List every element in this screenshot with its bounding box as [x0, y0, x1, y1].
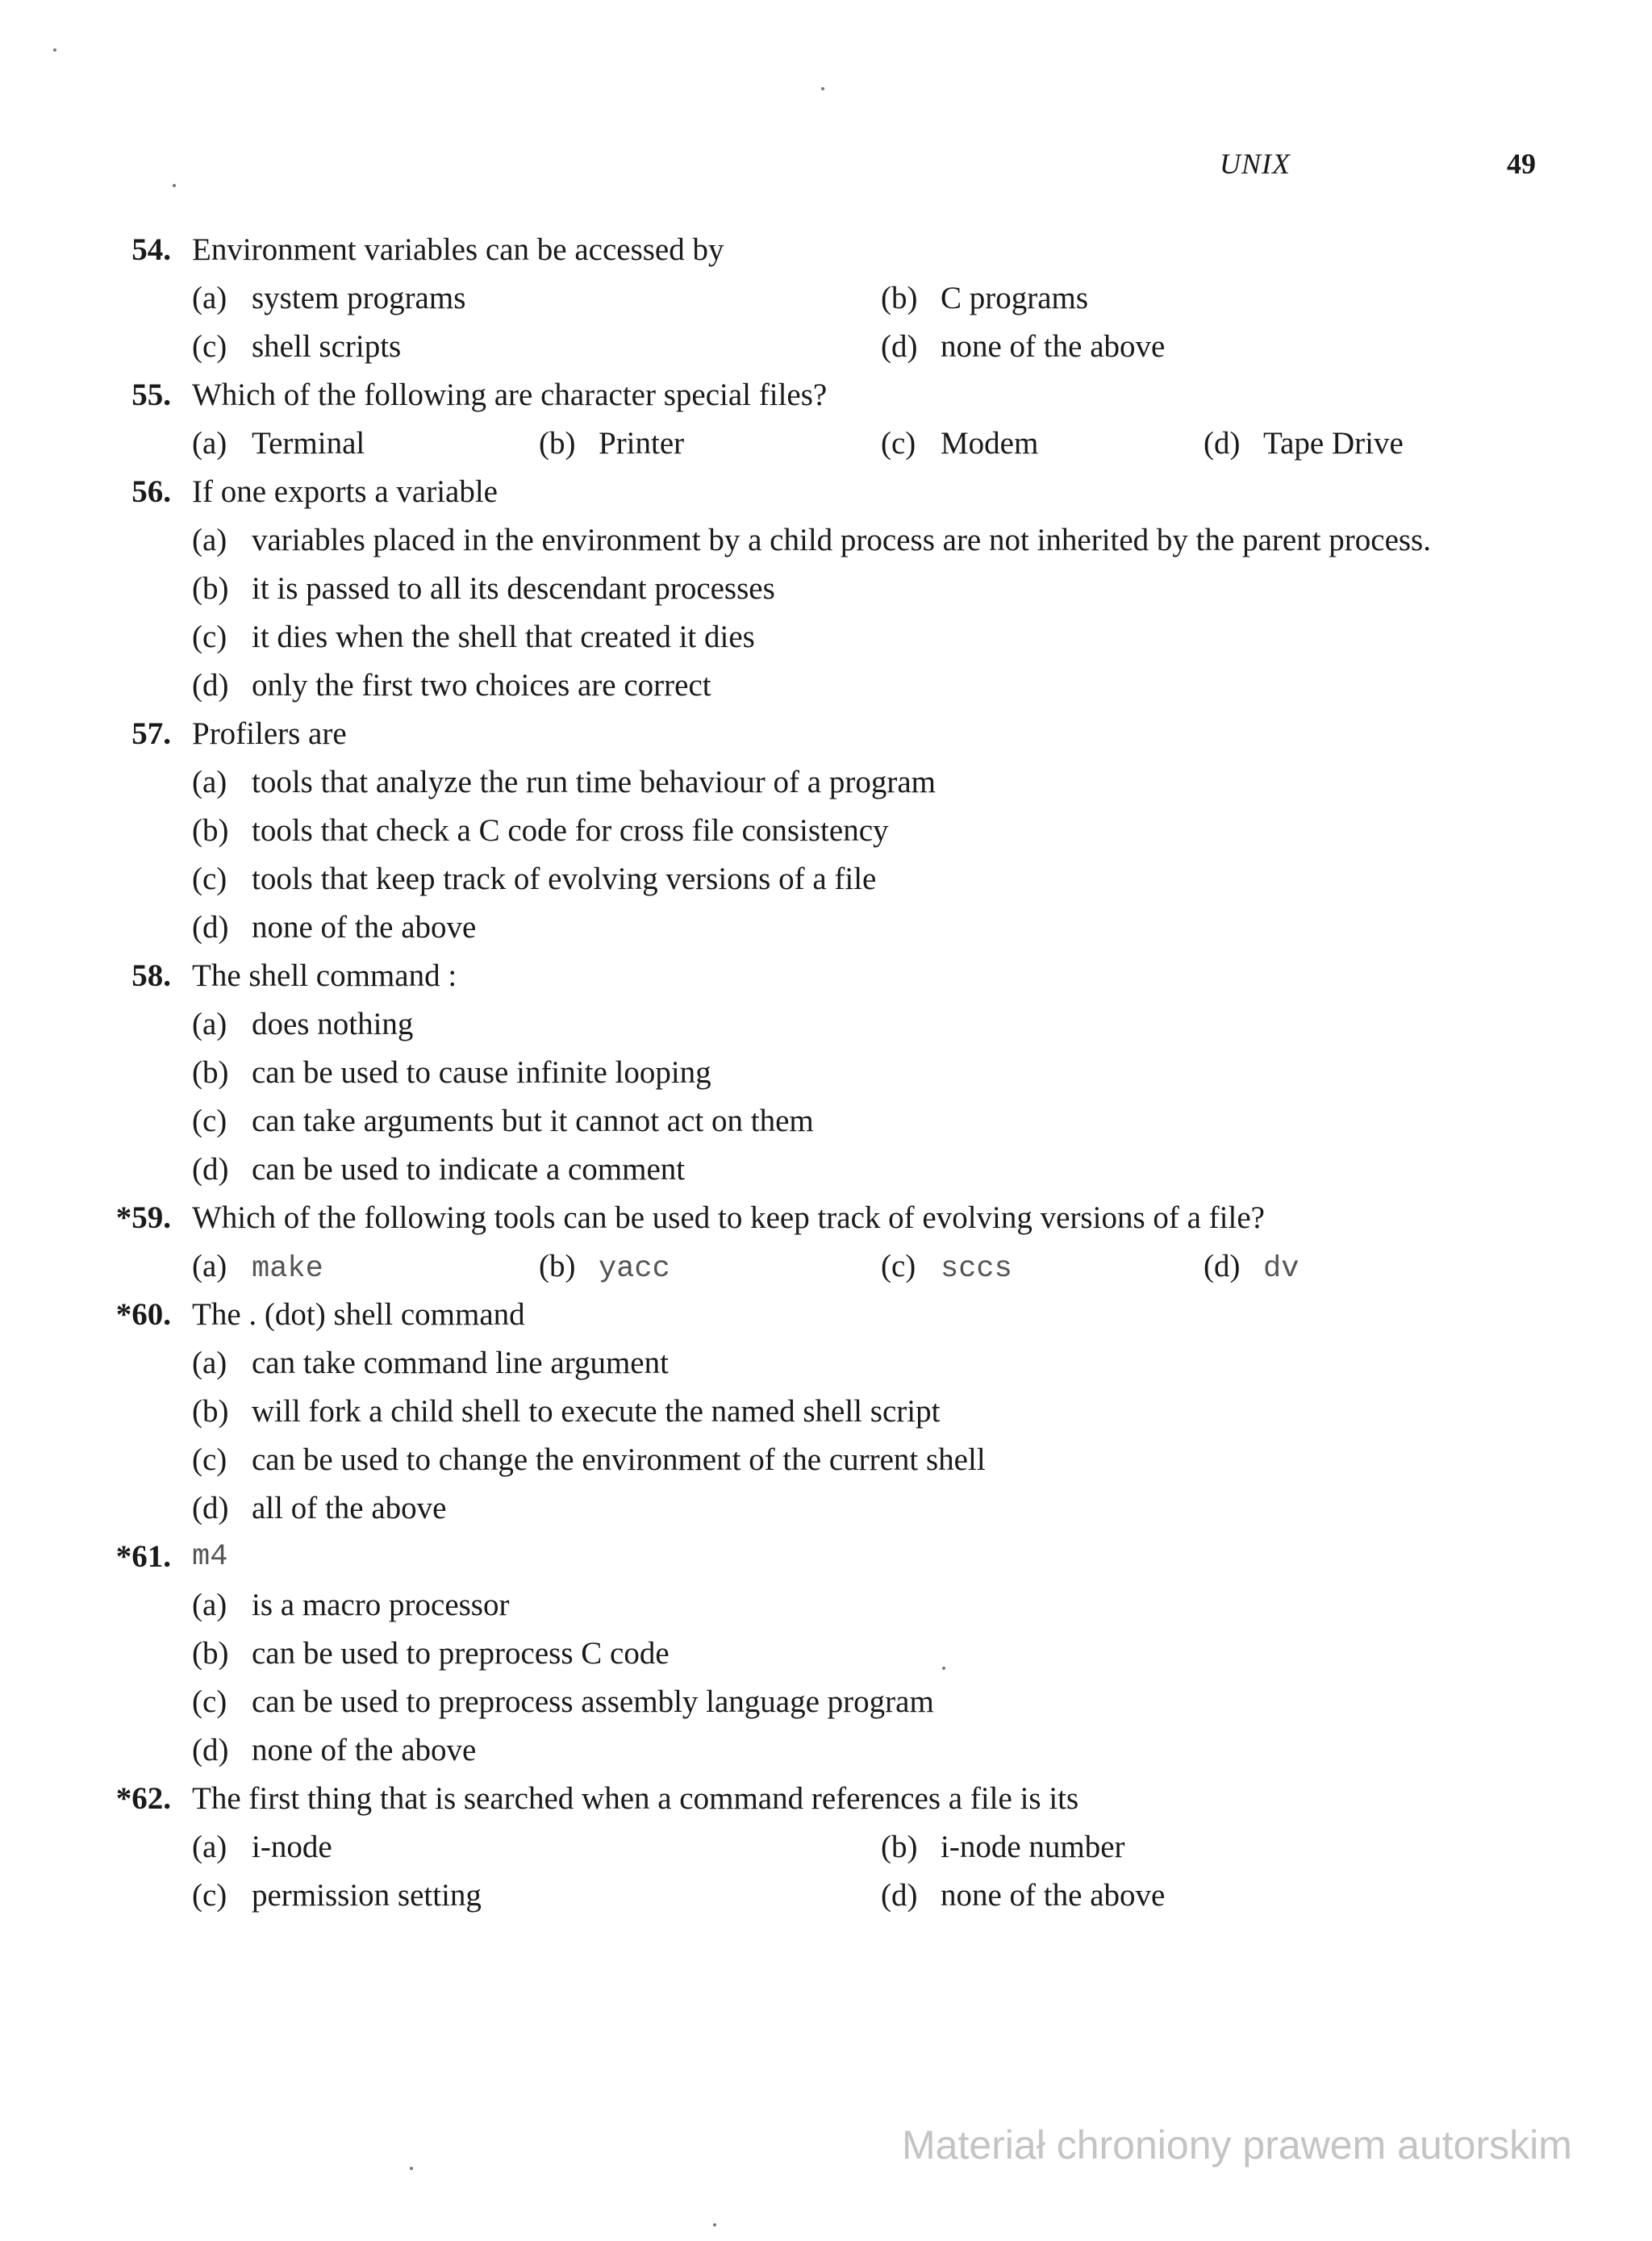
option-a: [0, 516, 1652, 565]
option-label: (d): [1204, 426, 1241, 461]
option-text: will fork a child shell to execute the named shell script: [252, 1394, 941, 1429]
option-label: (d): [192, 910, 229, 945]
option-label: (c): [881, 1249, 916, 1283]
option-d: [1204, 1242, 1299, 1293]
option-b: [881, 1823, 1125, 1872]
option-c: [0, 1678, 1652, 1726]
option-b: [881, 274, 1088, 323]
question-62: [0, 1775, 1652, 1920]
option-text: can be used to indicate a comment: [252, 1152, 686, 1187]
option-d: [0, 903, 1652, 952]
option-a: [0, 758, 1652, 807]
option-d: [881, 1872, 1165, 1920]
question-text: Profilers are: [192, 716, 347, 751]
option-d: [0, 1484, 1652, 1533]
option-label: (a): [192, 1830, 227, 1864]
option-label: (b): [192, 1636, 229, 1671]
option-text: all of the above: [252, 1491, 447, 1525]
option-text: can be used to cause infinite looping: [252, 1055, 711, 1090]
option-label: (d): [192, 1733, 229, 1767]
option-text: tools that analyze the run time behaviour of a program: [252, 765, 936, 799]
option-text: yacc: [599, 1252, 670, 1286]
option-b: [539, 1242, 670, 1293]
option-text: it dies when the shell that created it dies: [252, 620, 755, 654]
option-b: [539, 419, 684, 468]
option-a: [192, 274, 465, 323]
option-b: [0, 1630, 1652, 1678]
question-55: [0, 371, 1652, 468]
option-label: (b): [881, 281, 918, 315]
question-text: If one exports a variable: [192, 474, 498, 509]
option-text: can take command line argument: [252, 1346, 669, 1380]
option-text: only the first two choices are correct: [252, 668, 711, 703]
option-text: shell scripts: [252, 329, 402, 364]
question-number: *60.: [115, 1297, 171, 1332]
option-b: [0, 807, 1652, 855]
question-number: *62.: [115, 1781, 171, 1816]
option-d: [0, 1146, 1652, 1194]
option-c: [0, 613, 1652, 661]
question-number: 55.: [131, 378, 171, 412]
running-head: [0, 147, 1652, 187]
option-label: (a): [192, 1346, 227, 1380]
question-text: The shell command :: [192, 958, 457, 993]
question-54: [0, 226, 1652, 371]
option-label: (b): [539, 426, 576, 461]
scan-speck: [821, 87, 824, 90]
question-number: 54.: [131, 232, 171, 267]
option-d: [0, 661, 1652, 710]
option-label: (a): [192, 1007, 227, 1041]
question-number: 56.: [131, 474, 171, 509]
option-text: is a macro processor: [252, 1588, 510, 1622]
scan-speck: [410, 2167, 413, 2170]
option-b: [0, 1388, 1652, 1436]
option-text: tools that check a C code for cross file consistency: [252, 813, 889, 848]
question-number: 58.: [131, 958, 171, 993]
option-text: none of the above: [252, 1733, 477, 1767]
option-a: [192, 1242, 323, 1293]
option-text: none of the above: [941, 1878, 1166, 1913]
option-d: [0, 1726, 1652, 1775]
option-a: [0, 1581, 1652, 1630]
page-number: 49: [1507, 148, 1536, 180]
option-label: (d): [1204, 1249, 1241, 1283]
question-number: *61.: [115, 1539, 171, 1574]
option-text: can be used to preprocess assembly language program: [252, 1684, 934, 1719]
option-text: Modem: [941, 426, 1039, 461]
scan-speck: [713, 2223, 716, 2226]
option-label: (b): [192, 1055, 229, 1090]
option-label: (b): [539, 1249, 576, 1283]
question-58: [0, 952, 1652, 1194]
option-label: (c): [192, 620, 227, 654]
option-text: system programs: [252, 281, 466, 315]
running-title: UNIX: [1220, 148, 1291, 180]
option-text: sccs: [941, 1252, 1012, 1286]
option-text: make: [252, 1252, 323, 1286]
option-a: [192, 419, 365, 468]
option-label: (a): [192, 765, 227, 799]
option-d: [1204, 419, 1404, 468]
question-number: *59.: [115, 1200, 171, 1235]
question-60: [0, 1291, 1652, 1533]
option-text: variables placed in the environment by a child process are not inherited by the parent process.: [252, 523, 1431, 557]
scan-speck: [53, 48, 56, 52]
question-text: Which of the following are character special files?: [192, 378, 828, 412]
question-57: [0, 710, 1652, 952]
option-text: does nothing: [252, 1007, 414, 1041]
question-text: The . (dot) shell command: [192, 1297, 525, 1332]
option-a: [192, 1823, 332, 1872]
option-label: (a): [192, 281, 227, 315]
option-label: (b): [192, 571, 229, 606]
option-text: i-node: [252, 1830, 332, 1864]
option-label: (a): [192, 426, 227, 461]
option-text: C programs: [941, 281, 1089, 315]
option-text: i-node number: [941, 1830, 1125, 1864]
option-label: (c): [192, 1878, 227, 1913]
option-c: [192, 1872, 482, 1920]
option-b: [0, 565, 1652, 613]
option-label: (d): [192, 1491, 229, 1525]
option-label: (a): [192, 1249, 227, 1283]
question-list: [0, 226, 1652, 1920]
option-a: [0, 1339, 1652, 1388]
option-label: (b): [192, 1394, 229, 1429]
option-d: [881, 323, 1165, 371]
option-c: [192, 323, 401, 371]
option-text: none of the above: [252, 910, 477, 945]
option-label: (c): [192, 329, 227, 364]
option-label: (a): [192, 523, 227, 557]
option-text: can take arguments but it cannot act on them: [252, 1104, 814, 1138]
option-c: [0, 1097, 1652, 1146]
option-text: Tape Drive: [1263, 426, 1404, 461]
option-text: it is passed to all its descendant processes: [252, 571, 775, 606]
option-c: [881, 1242, 1012, 1293]
option-label: (d): [192, 668, 229, 703]
option-label: (b): [192, 813, 229, 848]
question-text: The first thing that is searched when a command references a file is its: [192, 1781, 1079, 1816]
question-59: [0, 1194, 1652, 1291]
option-label: (a): [192, 1588, 227, 1622]
question-56: [0, 468, 1652, 710]
option-label: (c): [192, 1684, 227, 1719]
option-label: (d): [881, 329, 918, 364]
copyright-watermark: Materiał chroniony prawem autorskim: [902, 2122, 1572, 2168]
option-text: can be used to preprocess C code: [252, 1636, 670, 1671]
option-text: none of the above: [941, 329, 1166, 364]
option-text: dv: [1263, 1252, 1299, 1286]
option-label: (b): [881, 1830, 918, 1864]
option-c: [881, 419, 1038, 468]
option-label: (c): [881, 426, 916, 461]
question-text: Environment variables can be accessed by: [192, 232, 724, 267]
option-text: Terminal: [252, 426, 365, 461]
question-number: 57.: [131, 716, 171, 751]
option-label: (c): [192, 862, 227, 896]
option-a: [0, 1000, 1652, 1049]
option-label: (d): [192, 1152, 229, 1187]
option-text: permission setting: [252, 1878, 482, 1913]
question-text: m4: [192, 1540, 228, 1574]
option-b: [0, 1049, 1652, 1097]
question-61: [0, 1533, 1652, 1775]
option-c: [0, 1436, 1652, 1484]
question-text: Which of the following tools can be used to keep track of evolving versions of a file?: [192, 1200, 1265, 1235]
option-text: can be used to change the environment of the current shell: [252, 1442, 986, 1477]
option-text: Printer: [599, 426, 685, 461]
option-c: [0, 855, 1652, 903]
option-label: (c): [192, 1104, 227, 1138]
option-label: (d): [881, 1878, 918, 1913]
option-text: tools that keep track of evolving versions of a file: [252, 862, 877, 896]
option-label: (c): [192, 1442, 227, 1477]
